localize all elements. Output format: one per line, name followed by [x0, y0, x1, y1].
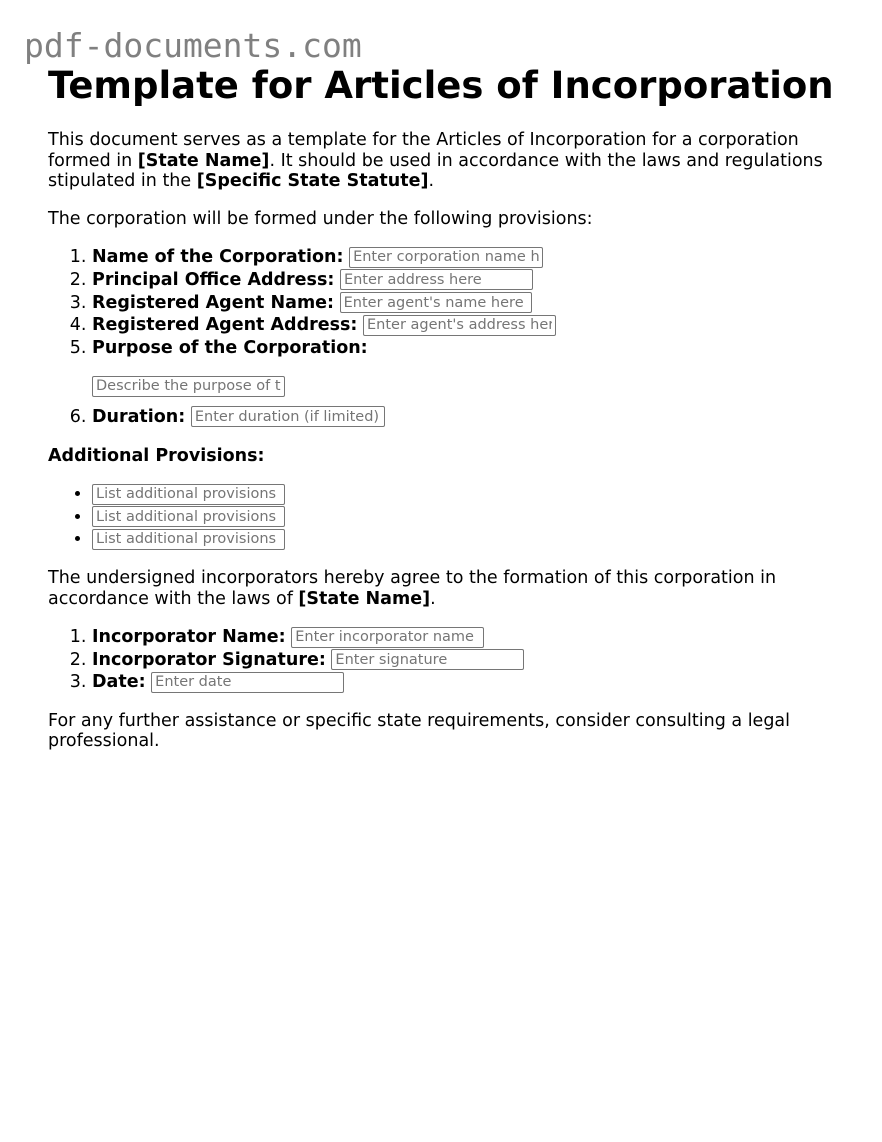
intro-text-1: This document serves as a template for the Articles of Incorporation for a corporation formed in — [48, 130, 799, 171]
incorporator-name-item — [92, 626, 848, 649]
provision-agent-address — [92, 314, 848, 337]
corporation-name-label: Name of the Corporation: — [92, 247, 344, 268]
provisions-intro: The corporation will be formed under the following provisions: — [48, 208, 593, 229]
intro-statute: [Specific State Statute] — [196, 171, 429, 192]
agreement-paragraph — [48, 568, 848, 609]
additional-provisions-list — [48, 483, 848, 551]
incorporator-signature-input[interactable] — [331, 649, 524, 670]
date-input[interactable] — [151, 672, 344, 693]
intro-text-2: . It should be used in accordance with the laws and regulations stipulated in the — [48, 150, 823, 192]
purpose-label: Purpose of the Corporation: — [92, 337, 368, 358]
watermark-text: pdf-documents.com — [24, 26, 362, 65]
agreement-text-2: . — [430, 588, 436, 609]
additional-provision-item — [92, 528, 848, 551]
incorporator-signature-item — [92, 649, 848, 672]
additional-provision-item — [92, 506, 848, 529]
intro-state-name: [State Name] — [137, 150, 270, 171]
provision-office — [92, 269, 848, 292]
provision-purpose — [92, 337, 848, 406]
page-title: Template for Articles of Incorporation — [48, 64, 834, 107]
intro-paragraph — [48, 130, 848, 192]
purpose-field-wrapper — [92, 359, 848, 406]
agreement-state-name: [State Name] — [298, 588, 431, 609]
incorporator-signature-label: Incorporator Signature: — [92, 649, 326, 670]
additional-provision-input-3[interactable] — [92, 529, 285, 550]
additional-provisions-heading — [48, 446, 848, 467]
purpose-input[interactable] — [92, 376, 285, 397]
intro-text-3: . — [428, 171, 435, 192]
additional-provisions-heading-text: Additional Provisions: — [48, 445, 265, 466]
additional-provision-input-2[interactable] — [92, 506, 285, 527]
agreement-text-1: The undersigned incorporators hereby agree to the formation of this corporation in accordance with the laws of — [48, 567, 777, 609]
agent-address-label: Registered Agent Address: — [92, 315, 358, 336]
duration-label: Duration: — [92, 406, 186, 427]
provision-duration — [92, 406, 848, 429]
closing-paragraph: For any further assistance or specific state requirements, consider consulting a legal professional. — [48, 710, 791, 752]
agent-address-input[interactable] — [363, 315, 556, 336]
provision-agent-name — [92, 292, 848, 315]
principal-office-input[interactable] — [340, 269, 533, 290]
principal-office-label: Principal Office Address: — [92, 269, 335, 290]
incorporator-list — [48, 626, 848, 694]
date-label: Date: — [92, 672, 146, 693]
additional-provision-input-1[interactable] — [92, 484, 285, 505]
incorporator-name-label: Incorporator Name: — [92, 627, 286, 648]
incorporator-date-item — [92, 671, 848, 694]
duration-input[interactable] — [191, 406, 385, 427]
incorporator-name-input[interactable] — [291, 627, 484, 648]
additional-provision-item — [92, 483, 848, 506]
agent-name-label: Registered Agent Name: — [92, 292, 335, 313]
agent-name-input[interactable] — [340, 292, 532, 313]
provisions-list — [48, 246, 848, 428]
document-body — [48, 58, 848, 769]
corporation-name-input[interactable] — [349, 247, 543, 268]
provision-name — [92, 246, 848, 269]
